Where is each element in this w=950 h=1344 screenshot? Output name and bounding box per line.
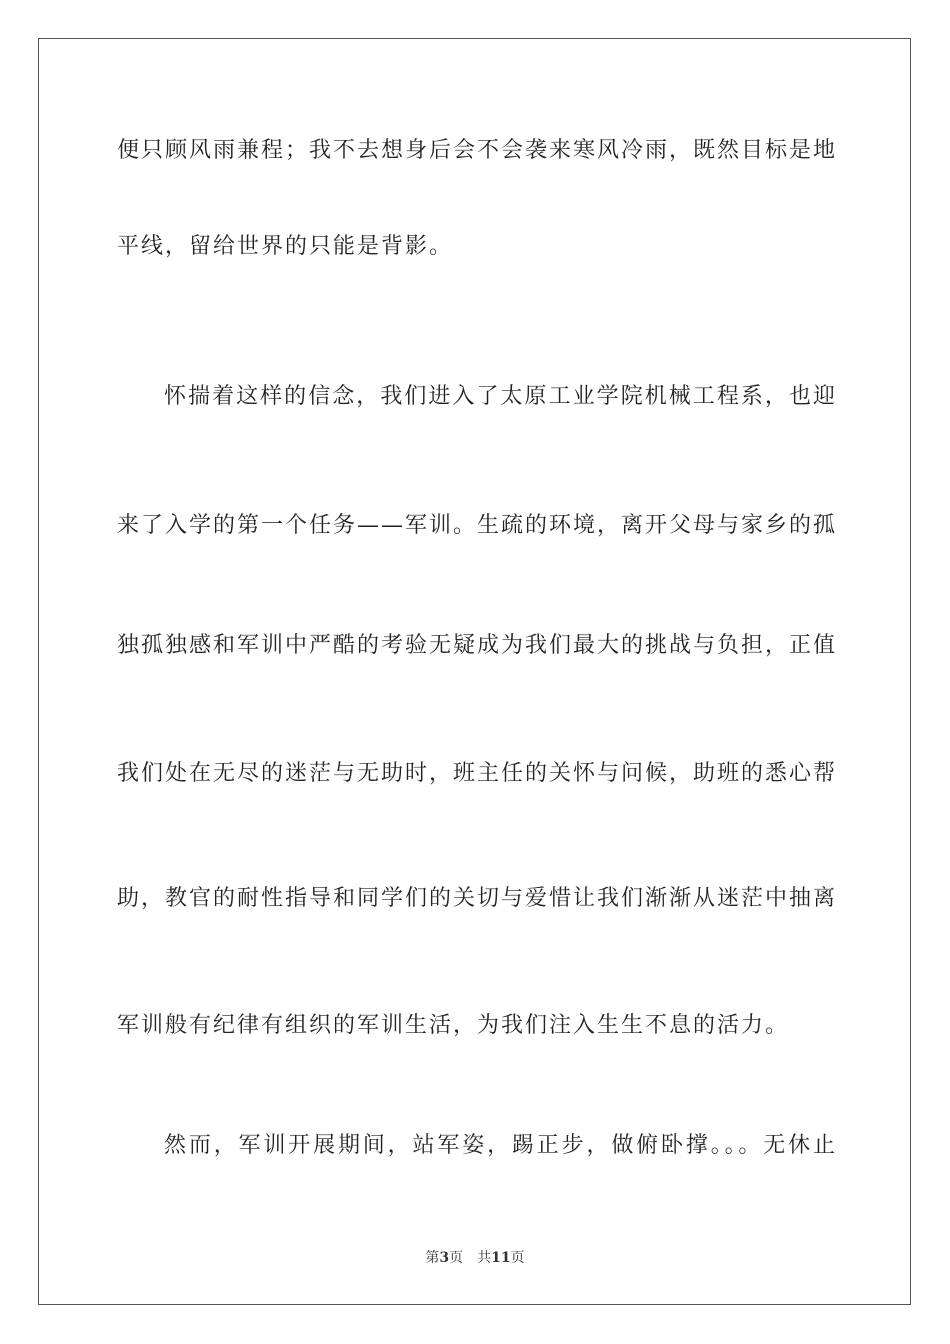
total-suffix: 页 xyxy=(510,1250,525,1266)
page-border xyxy=(38,38,911,1305)
paragraph-line: 便只顾风雨兼程；我不去想身后会不会袭来寒风冷雨，既然目标是地 xyxy=(117,138,838,163)
page-footer xyxy=(0,1249,950,1267)
page-prefix: 第 xyxy=(425,1250,440,1266)
paragraph-line: 平线，留给世界的只能是背影。 xyxy=(117,234,454,259)
paragraph-line: 来了入学的第一个任务——军训。生疏的环境，离开父母与家乡的孤 xyxy=(117,513,838,538)
page-number: 3 xyxy=(439,1250,450,1266)
paragraph-line: 助，教官的耐性指导和同学们的关切与爱惜让我们渐渐从迷茫中抽离 xyxy=(117,886,838,911)
total-pages: 11 xyxy=(491,1250,511,1266)
paragraph-line: 独孤独感和军训中严酷的考验无疑成为我们最大的挑战与负担，正值 xyxy=(117,633,838,658)
paragraph-line: 然而，军训开展期间，站军姿，踢正步，做俯卧撑。。。无休止 xyxy=(164,1133,837,1158)
total-prefix: 共 xyxy=(477,1250,492,1266)
paragraph-line: 我们处在无尽的迷茫与无助时，班主任的关怀与问候，助班的悉心帮 xyxy=(117,761,838,786)
paragraph-line: 军训般有纪律有组织的军训生活，为我们注入生生不息的活力。 xyxy=(117,1013,790,1038)
paragraph-line: 怀揣着这样的信念，我们进入了太原工业学院机械工程系，也迎 xyxy=(164,384,837,409)
page-suffix: 页 xyxy=(449,1250,464,1266)
